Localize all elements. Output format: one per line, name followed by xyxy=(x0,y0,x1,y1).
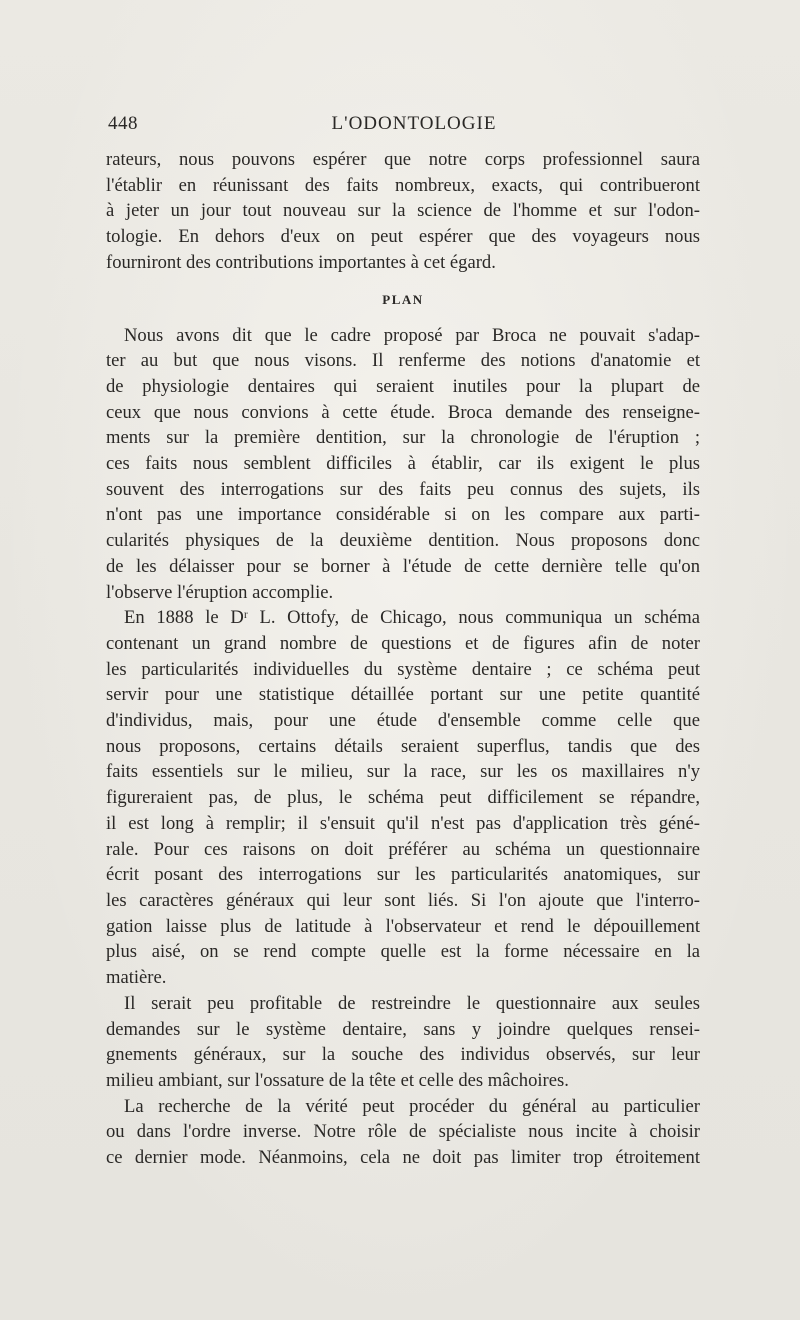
body-text xyxy=(106,147,700,1171)
text-line: de physiologie dentaires qui seraient inutiles pour la plupart de xyxy=(106,375,700,397)
text-line: faits essentiels sur le milieu, sur la race, sur les os maxillaires n'y xyxy=(106,761,700,783)
text-line: servir pour une statistique détaillée portant sur une petite quantité xyxy=(106,684,700,706)
text-line: il est long à remplir; il s'ensuit qu'il n'est pas d'application très géné- xyxy=(106,812,700,834)
text-line: ments sur la première dentition, sur la chronologie de l'éruption ; xyxy=(106,427,700,449)
text-line: écrit posant des interrogations sur les particularités anatomiques, sur xyxy=(106,864,700,886)
text-line: de les délaisser pour se borner à l'étude de cette dernière telle qu'on xyxy=(106,555,700,577)
text-line: d'individus, mais, pour une étude d'ensemble comme celle que xyxy=(106,710,700,732)
text-line: figureraient pas, de plus, le schéma peut difficilement se répandre, xyxy=(106,787,700,809)
text-line: l'établir en réunissant des faits nombreux, exacts, qui contribueront xyxy=(106,174,700,196)
text-line: demandes sur le système dentaire, sans y joindre quelques rensei- xyxy=(106,1018,700,1040)
text-line: contenant un grand nombre de questions et de figures afin de noter xyxy=(106,632,700,654)
text-line: tologie. En dehors d'eux on peut espérer que des voyageurs nous xyxy=(106,226,700,248)
text-line: les particularités individuelles du système dentaire ; ce schéma peut xyxy=(106,658,700,680)
text-line: les caractères généraux qui leur sont liés. Si l'on ajoute que l'interro- xyxy=(106,889,700,911)
text-line: ce dernier mode. Néanmoins, cela ne doit pas limiter trop étroitement xyxy=(106,1147,700,1169)
text-line: rateurs, nous pouvons espérer que notre corps professionnel saura xyxy=(106,149,700,170)
text-line: ceux que nous convions à cette étude. Broca demande des renseigne- xyxy=(106,401,700,423)
paragraph-5 xyxy=(106,1094,700,1171)
text-line: Nous avons dit que le cadre proposé par Broca ne pouvait s'adap- xyxy=(124,324,700,346)
page-header xyxy=(108,113,700,141)
paragraph-1 xyxy=(106,147,700,276)
text-line: cularités physiques de la deuxième dentition. Nous proposons donc xyxy=(106,530,700,552)
paragraph-2 xyxy=(106,323,700,606)
text-line: ces faits nous semblent difficiles à établir, car ils exigent le plus xyxy=(106,453,700,475)
text-line: ter au but que nous visons. Il renferme des notions d'anatomie et xyxy=(106,350,700,372)
text-line: milieu ambiant, sur l'ossature de la tête et celle des mâchoires. xyxy=(106,1069,569,1091)
paragraph-4 xyxy=(106,991,700,1094)
text-line: La recherche de la vérité peut procéder du général au particulier xyxy=(124,1095,700,1117)
text-line: à jeter un jour tout nouveau sur la science de l'homme et sur l'odon- xyxy=(106,200,700,222)
text-line: souvent des interrogations sur des faits peu connus des sujets, ils xyxy=(106,478,700,500)
text-line: gnements généraux, sur la souche des individus observés, sur leur xyxy=(106,1044,700,1066)
text-line: En 1888 le Dʳ L. Ottofy, de Chicago, nous communiqua un schéma xyxy=(124,607,700,629)
text-line: gation laisse plus de latitude à l'observateur et rend le dépouillement xyxy=(106,915,700,937)
text-line: rale. Pour ces raisons on doit préférer au schéma un questionnaire xyxy=(106,838,700,860)
paragraph-3 xyxy=(106,605,700,991)
section-heading-plan: PLAN xyxy=(382,291,424,307)
text-line: ou dans l'ordre inverse. Notre rôle de spécialiste nous incite à choisir xyxy=(106,1121,700,1143)
text-line: matière. xyxy=(106,967,167,989)
text-line: l'observe l'éruption accomplie. xyxy=(106,581,334,603)
text-line: plus aisé, on se rend compte quelle est la forme nécessaire en la xyxy=(106,941,700,963)
text-line: nous proposons, certains détails seraient superflus, tandis que des xyxy=(106,735,700,757)
text-line: Il serait peu profitable de restreindre le questionnaire aux seules xyxy=(124,992,700,1014)
text-line: n'ont pas une importance considérable si on les compare aux parti- xyxy=(106,504,700,526)
page-number: 448 xyxy=(108,113,138,134)
text-line: fourniront des contributions importantes à cet égard. xyxy=(106,251,496,273)
running-title: L'ODONTOLOGIE xyxy=(331,113,497,134)
